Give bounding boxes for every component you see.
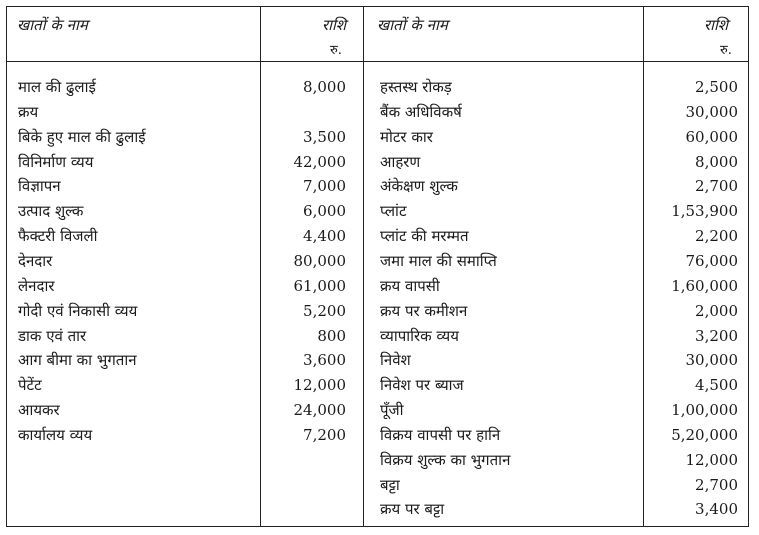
right-account-amount: 3,400 [695,500,738,519]
right-account-name: निवेश [380,351,411,370]
left-account-amount: 6,000 [303,202,346,221]
left-account-amount: 7,000 [303,177,346,196]
right-account-name: बैंक अधिविकर्ष [380,102,462,121]
right-account-amount: 3,200 [695,326,738,345]
left-account-name: देनदार [18,251,53,270]
left-account-amount: 42,000 [293,152,346,171]
right-account-amount: 2,500 [695,78,738,96]
right-account-name: प्लांट की मरम्मत [380,227,469,246]
right-amount-header: राशि [704,16,729,34]
right-account-amount: 1,60,000 [671,276,738,295]
right-account-amount: 1,53,900 [671,202,738,221]
left-account-amount: 8,000 [303,78,346,96]
left-account-amount: 3,600 [303,351,346,370]
right-account-name: पूँजी [380,401,404,420]
left-account-amount: 7,200 [303,425,346,444]
right-account-amount: 8,000 [695,152,738,171]
left-account-name: आयकर [18,401,60,420]
left-account-amount: 61,000 [293,276,346,295]
left-account-amount: 800 [317,326,346,345]
right-account-name: विक्रय शुल्क का भुगतान [380,450,511,469]
right-account-amount: 60,000 [685,127,738,146]
right-account-name: जमा माल की समाप्ति [380,251,497,270]
right-account-name: व्यापारिक व्यय [380,326,459,345]
left-account-amount: 12,000 [293,376,346,395]
left-account-name: फैक्टरी विजली [18,227,98,246]
right-account-name: अंकेक्षण शुल्क [380,177,458,196]
left-name-header: खातों के नाम [17,16,88,34]
left-account-amount: 4,400 [303,227,346,246]
left-account-amount: 24,000 [293,401,346,420]
left-account-name: विज्ञापन [18,177,61,196]
right-account-amount: 30,000 [685,351,738,370]
right-account-name: विक्रय वापसी पर हानि [380,425,501,444]
right-account-amount: 4,500 [695,376,738,395]
left-account-amount: 5,200 [303,301,346,320]
left-account-name: कार्यालय व्यय [18,425,93,444]
right-account-amount: 2,000 [695,301,738,320]
ledger-table [6,6,749,527]
left-account-amount: 80,000 [293,251,346,270]
right-account-name: हस्तस्थ रोकड़ [380,78,452,96]
right-account-name: प्लांट [380,202,407,221]
left-account-name: लेनदार [18,276,55,295]
left-account-name: क्रय [18,102,39,121]
right-account-amount: 2,700 [695,475,738,494]
right-account-amount: 30,000 [685,102,738,121]
right-account-amount: 76,000 [685,251,738,270]
left-account-name: डाक एवं तार [18,326,87,345]
right-account-name: क्रय पर कमीशन [380,301,468,320]
right-account-amount: 2,700 [695,177,738,196]
column-divider [363,7,364,526]
right-account-amount: 1,00,000 [671,401,738,420]
left-account-name: आग बीमा का भुगतान [18,351,137,370]
left-account-amount: 3,500 [303,127,346,146]
left-unit-label: रु. [330,43,342,58]
right-account-amount: 2,200 [695,227,738,246]
left-account-name: गोदी एवं निकासी व्यय [18,301,138,320]
right-account-name: आहरण [380,152,421,171]
left-account-name: बिके हुए माल की ढुलाई [18,127,146,146]
left-account-name: उत्पाद शुल्क [18,202,84,221]
right-account-amount: 12,000 [685,450,738,469]
right-account-name: क्रय पर बट्टा [380,500,445,519]
right-account-name: निवेश पर ब्याज [380,376,464,395]
left-account-name: विनिर्माण व्यय [18,152,94,171]
left-account-name: पेटेंट [18,376,42,395]
right-account-name: क्रय वापसी [380,276,440,295]
left-amount-header: राशि [322,16,347,34]
right-account-name: मोटर कार [380,127,433,146]
right-account-name: बट्टा [380,475,400,494]
right-account-amount: 5,20,000 [671,425,738,444]
left-account-name: माल की ढुलाई [18,78,96,96]
right-name-header: खातों के नाम [377,16,448,34]
header-divider [7,61,748,62]
right-unit-label: रु. [720,43,732,58]
